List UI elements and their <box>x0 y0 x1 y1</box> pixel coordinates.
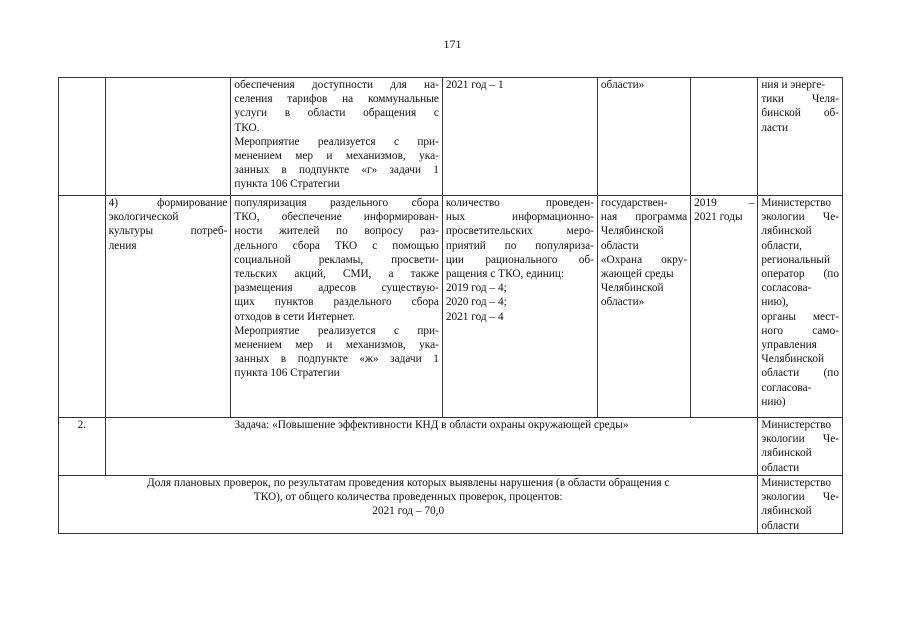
text-line: области» <box>600 79 645 91</box>
text-line: ТКО), от общего количества проведенных проверок, процентов: <box>253 491 563 504</box>
text-line: приятий по популяриза- <box>445 239 594 252</box>
text-line: бинской об- <box>761 107 839 120</box>
row2-period <box>691 196 758 418</box>
text-line: тельских акций, СМИ, а также <box>234 268 439 281</box>
text-line: занных в подпункте «г» задачи 1 <box>234 164 439 177</box>
text-line: области <box>761 519 800 532</box>
text-line: Министерство <box>761 419 832 431</box>
text-line: 2019 год – 4; <box>445 282 507 295</box>
row1-indicator <box>442 78 597 196</box>
text-line: обеспечения доступности для на- <box>234 79 439 91</box>
text-line: 2021 год – 70,0 <box>372 505 445 518</box>
text-line: экологии Че- <box>761 491 839 504</box>
text-line: социальной рекламы, просвети- <box>234 253 439 266</box>
row2-indicator <box>442 196 597 418</box>
text-line: «Охрана окру- <box>600 253 688 266</box>
text-line: нию) <box>761 395 786 408</box>
row1-num <box>59 78 106 196</box>
task-title: Задача: «Повышение эффективности КНД в области охраны окружающей среды» <box>105 418 758 476</box>
page-number: 171 <box>443 37 462 51</box>
row1-program <box>597 78 690 196</box>
text-line: Челябинской <box>761 353 825 366</box>
text-line: ции рационального об- <box>445 253 594 266</box>
text-line: органы мест- <box>761 310 839 323</box>
text-line: менением мер и механизмов, ука- <box>234 339 439 352</box>
row2-direction <box>105 196 231 418</box>
text-line: щих пунктов раздельного сбора <box>234 296 439 309</box>
text-line: оператор (по <box>761 268 839 281</box>
row1-direction <box>105 78 231 196</box>
text-line: области (по <box>761 367 839 380</box>
row3-executor <box>758 418 843 476</box>
text-line: Доля плановых проверок, по результатам проведения которых выявлены нарушения (в области обращения с <box>146 477 670 489</box>
text-line: ных информационно- <box>445 211 594 224</box>
text-line: государствен- <box>600 197 668 209</box>
text-line: лябинской <box>761 505 812 518</box>
text-line: ласти <box>761 121 789 134</box>
text-line: менением мер и механизмов, ука- <box>234 150 439 163</box>
row2-measure <box>231 196 442 418</box>
text-line: 2021 годы <box>694 211 743 224</box>
text-line: ТКО, обеспечение информирован- <box>234 211 439 224</box>
row1-executor <box>758 78 843 196</box>
text-line: пункта 106 Стратегии <box>234 178 340 191</box>
text-line: экологии Че- <box>761 433 839 446</box>
text-line: экологической <box>108 211 179 224</box>
text-line: просветительских меро- <box>445 225 594 238</box>
text-line: нию), <box>761 296 789 309</box>
text-line: жающей среды <box>600 268 674 281</box>
text-line: тики Челя- <box>761 93 839 106</box>
text-line: ления <box>108 239 137 252</box>
text-line: управления <box>761 339 817 352</box>
text-line: 4) формирование <box>108 197 228 209</box>
text-line: согласова- <box>761 282 812 295</box>
text-line: услуги в области обращения с <box>234 107 439 120</box>
text-line: Челябинской <box>600 225 664 238</box>
measures-table <box>58 77 843 534</box>
text-line: размещения адресов существую- <box>234 282 439 295</box>
text-line: дельного сбора ТКО с помощью <box>234 239 439 252</box>
text-line: лябинской <box>761 447 812 460</box>
text-line: популяризация раздельного сбора <box>234 197 439 209</box>
text-line: Челябинской <box>600 282 664 295</box>
text-line: Мероприятие реализуется с при- <box>234 324 439 337</box>
text-line: пункта 106 Стратегии <box>234 367 340 380</box>
text-line: 2019 – <box>694 197 755 209</box>
row1-measure <box>231 78 442 196</box>
row2-num <box>59 196 106 418</box>
text-line: Мероприятие реализуется с при- <box>234 135 439 148</box>
text-line: региональный <box>761 253 830 266</box>
text-line: ТКО. <box>234 121 260 134</box>
text-line: ная программа <box>600 211 688 224</box>
row2-program <box>597 196 690 418</box>
text-line: 2021 год – 4 <box>445 310 504 323</box>
text-line: отходов в сети Интернет. <box>234 310 355 323</box>
text-line: занных в подпункте «ж» задачи 1 <box>234 353 439 366</box>
text-line: области <box>600 239 639 252</box>
row1-period <box>691 78 758 196</box>
text-line: согласова- <box>761 381 812 394</box>
text-line: Министерство <box>761 197 832 209</box>
text-line: области» <box>600 296 645 309</box>
text-line: селения тарифов на коммунальные <box>234 93 439 106</box>
indicator-text <box>59 476 758 534</box>
text-line: ращения с ТКО, единиц: <box>445 268 565 281</box>
text-line: ния и энерге- <box>761 79 826 91</box>
text-line: области, <box>761 239 802 252</box>
text-line: 2021 год – 1 <box>445 79 504 91</box>
text-line: 2020 год – 4; <box>445 296 507 309</box>
text-line: Министерство <box>761 477 832 489</box>
text-line: количество проведен- <box>445 197 594 209</box>
text-line: области <box>761 461 800 474</box>
text-line: ности жителей по вопросу раз- <box>234 225 439 238</box>
text-line: культуры потреб- <box>108 225 228 238</box>
table-row <box>59 78 843 196</box>
text-line: экологии Че- <box>761 211 839 224</box>
task-number: 2. <box>59 418 106 476</box>
row2-executor <box>758 196 843 418</box>
row4-executor <box>758 476 843 534</box>
text-line: лябинской <box>761 225 812 238</box>
text-line: ного само- <box>761 324 839 337</box>
table-row <box>59 196 843 418</box>
table-row <box>59 476 843 534</box>
table-row <box>59 418 843 476</box>
